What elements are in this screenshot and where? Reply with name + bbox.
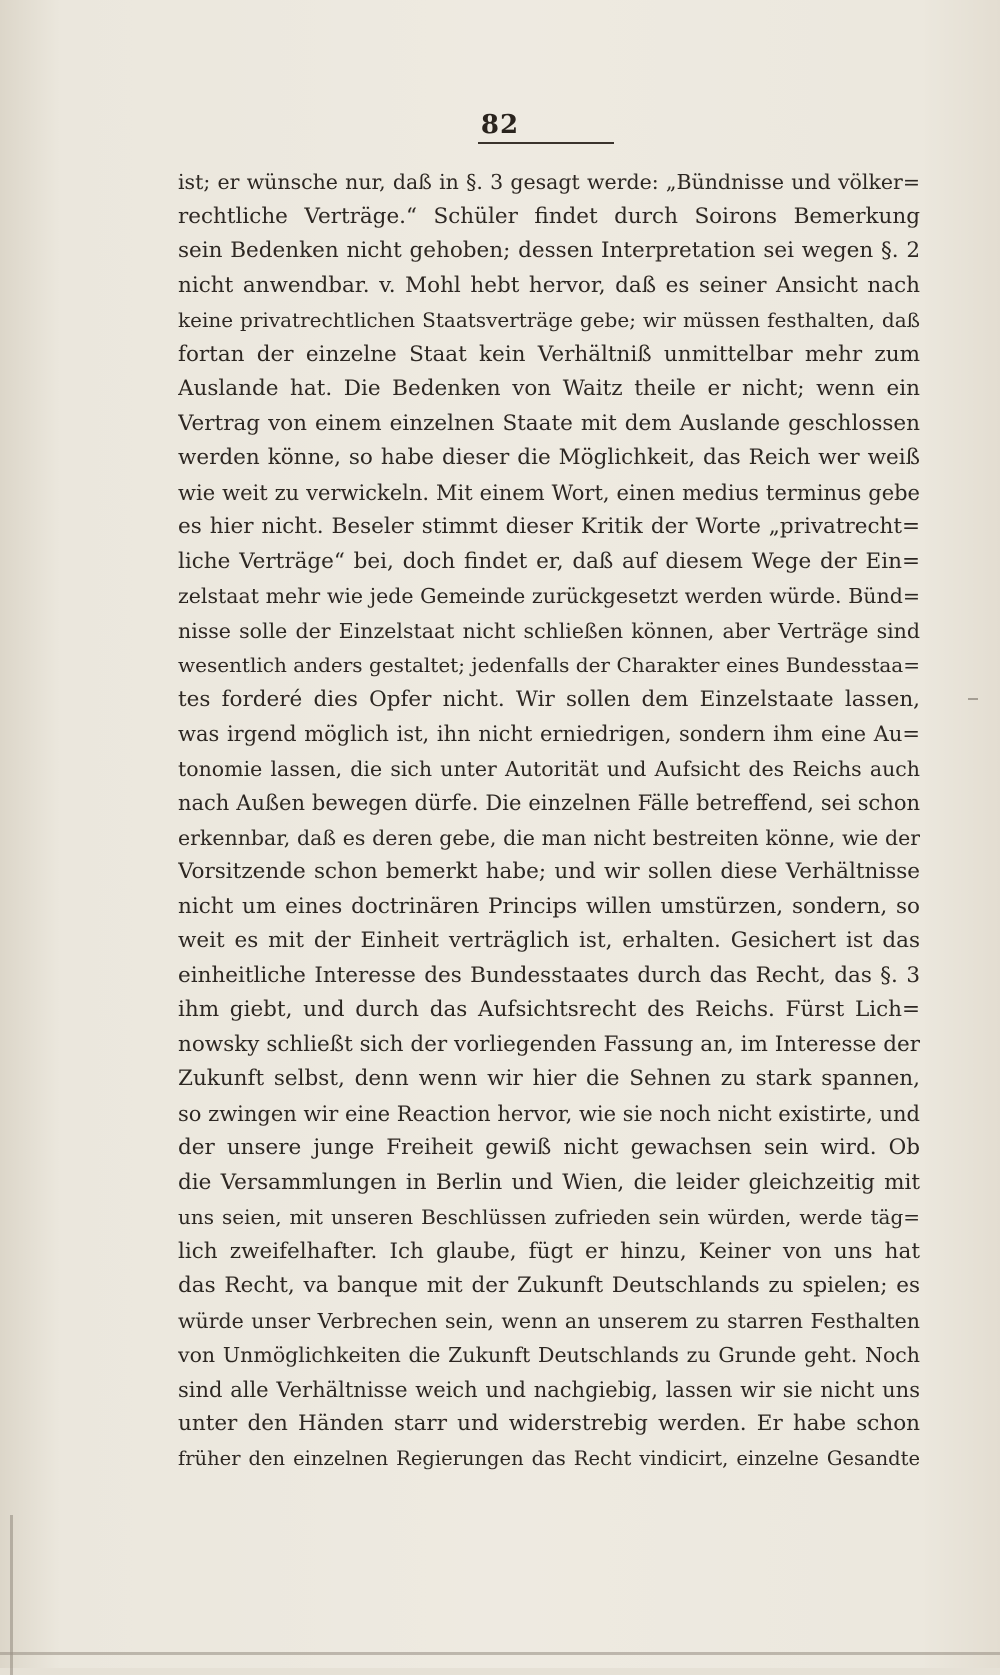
text-line: einheitliche Interesse des Bundesstaates durch das Recht, das §. 3 bbox=[178, 962, 920, 988]
margin-mark bbox=[968, 698, 978, 700]
text-line: wie weit zu verwickeln. Mit einem Wort, einen medius terminus gebe bbox=[178, 480, 920, 505]
text-line: von Unmöglichkeiten die Zukunft Deutschlands zu Grunde geht. Noch bbox=[178, 1343, 920, 1367]
text-line: nisse solle der Einzelstaat nicht schließen können, aber Verträge sind bbox=[178, 618, 920, 643]
text-line: wesentlich anders gestaltet; jedenfalls der Charakter eines Bundesstaa= bbox=[178, 653, 920, 677]
text-line: lich zweifelhafter. Ich glaube, fügt er hinzu, Keiner von uns hat bbox=[178, 1238, 920, 1264]
text-line: früher den einzelnen Regierungen das Recht vindicirt, einzelne Gesandte bbox=[178, 1446, 920, 1470]
text-line: der unsere junge Freiheit gewiß nicht gewachsen sein wird. Ob bbox=[178, 1135, 920, 1160]
text-line: werden könne, so habe dieser die Möglichkeit, das Reich wer weiß bbox=[178, 445, 920, 470]
text-line: ist; er wünsche nur, daß in §. 3 gesagt werde: „Bündnisse und völker= bbox=[178, 170, 920, 194]
text-line: zelstaat mehr wie jede Gemeinde zurückgesetzt werden würde. Bünd= bbox=[178, 584, 920, 608]
text-line: nicht um eines doctrinären Princips willen umstürzen, sondern, so bbox=[178, 893, 920, 919]
body-text bbox=[178, 165, 920, 1476]
text-line: sind alle Verhältnisse weich und nachgiebig, lassen wir sie nicht uns bbox=[178, 1377, 920, 1402]
text-line: würde unser Verbrechen sein, wenn an unserem zu starren Festhalten bbox=[178, 1308, 920, 1333]
page-bottom-edge bbox=[0, 1652, 1000, 1655]
text-line: unter den Händen starr und widerstrebig werden. Er habe schon bbox=[178, 1411, 920, 1436]
page-edge-shadow bbox=[10, 1515, 13, 1675]
text-line: keine privatrechtlichen Staatsverträge gebe; wir müssen festhalten, daß bbox=[178, 308, 920, 332]
text-line: liche Verträge“ bei, doch findet er, daß auf diesem Wege der Ein= bbox=[178, 548, 920, 574]
text-line: uns seien, mit unseren Beschlüssen zufrieden sein würden, werde täg= bbox=[178, 1205, 920, 1229]
text-line: Vertrag von einem einzelnen Staate mit dem Auslande geschlossen bbox=[178, 410, 920, 436]
text-line: erkennbar, daß es deren gebe, die man nicht bestreiten könne, wie der bbox=[178, 825, 920, 850]
page-number: 82 bbox=[480, 110, 520, 140]
text-line: Zukunft selbst, denn wenn wir hier die Sehnen zu stark spannen, bbox=[178, 1066, 920, 1091]
text-line: das Recht, va banque mit der Zukunft Deutschlands zu spielen; es bbox=[178, 1273, 920, 1298]
text-line: es hier nicht. Beseler stimmt dieser Kritik der Worte „privatrecht= bbox=[178, 514, 920, 539]
text-line: was irgend möglich ist, ihn nicht erniedrigen, sondern ihm eine Au= bbox=[178, 722, 920, 746]
header-rule bbox=[478, 142, 614, 144]
text-line: die Versammlungen in Berlin und Wien, die leider gleichzeitig mit bbox=[178, 1169, 920, 1195]
text-line: so zwingen wir eine Reaction hervor, wie sie noch nicht existirte, und bbox=[178, 1101, 920, 1126]
text-line: sein Bedenken nicht gehoben; dessen Interpretation sei wegen §. 2 bbox=[178, 238, 920, 263]
page-header bbox=[0, 110, 1000, 140]
text-line: Vorsitzende schon bemerkt habe; und wir sollen diese Verhältnisse bbox=[178, 859, 920, 884]
text-line: tonomie lassen, die sich unter Autorität und Aufsicht des Reichs auch bbox=[178, 756, 920, 781]
text-line: nicht anwendbar. v. Mohl hebt hervor, daß es seiner Ansicht nach bbox=[178, 272, 920, 298]
text-line: weit es mit der Einheit verträglich ist, erhalten. Gesichert ist das bbox=[178, 928, 920, 953]
text-line: rechtliche Verträge.“ Schüler findet durch Soirons Bemerkung bbox=[178, 203, 920, 229]
text-line: Auslande hat. Die Bedenken von Waitz theile er nicht; wenn ein bbox=[178, 376, 920, 401]
text-line: tes forderé dies Opfer nicht. Wir sollen dem Einzelstaate lassen, bbox=[178, 686, 920, 712]
text-line: nach Außen bewegen dürfe. Die einzelnen Fälle betreffend, sei schon bbox=[178, 791, 920, 815]
text-line: nowsky schließt sich der vorliegenden Fassung an, im Interesse der bbox=[178, 1031, 920, 1057]
text-line: ihm giebt, und durch das Aufsichtsrecht des Reichs. Fürst Lich= bbox=[178, 997, 920, 1022]
text-line: fortan der einzelne Staat kein Verhältniß unmittelbar mehr zum bbox=[178, 341, 920, 367]
